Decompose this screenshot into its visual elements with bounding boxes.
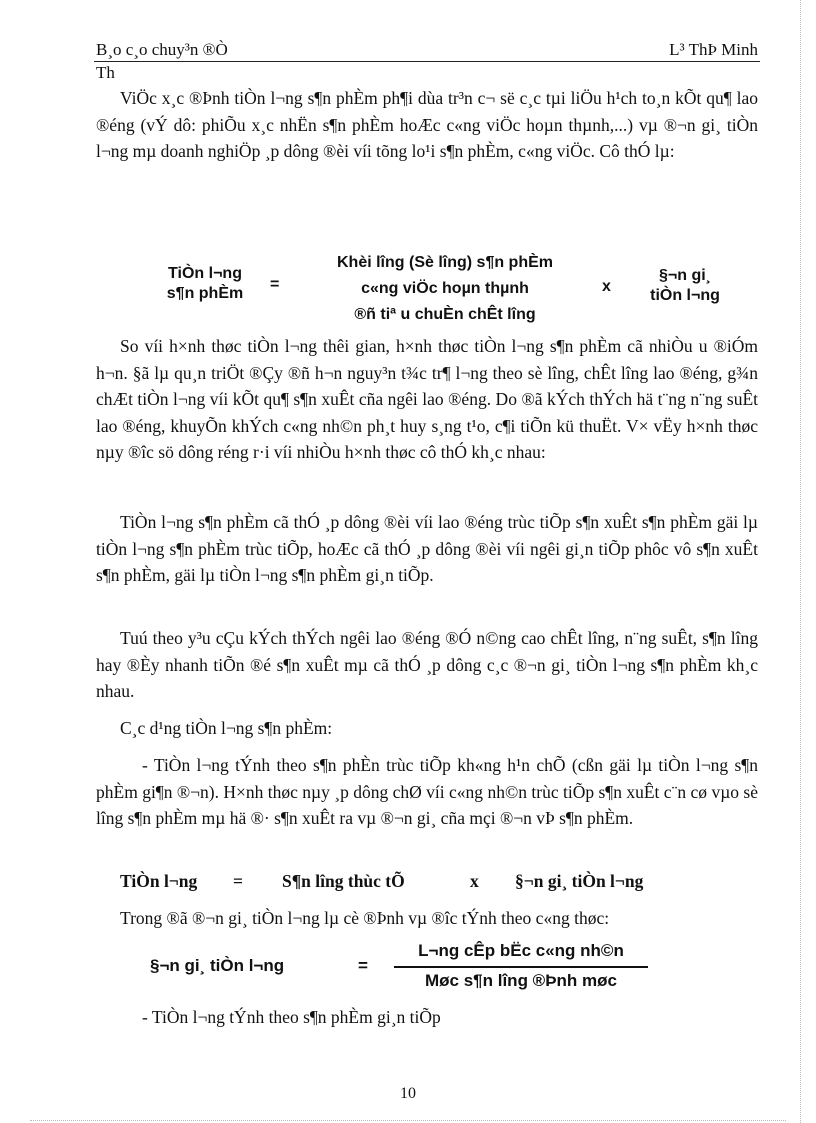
page-right-border: [800, 0, 801, 1123]
formula1-rhs: [630, 266, 740, 306]
formula2-c: §¬n gi¸ tiÒn l¬ng: [515, 871, 644, 891]
header-title-continued: Th: [96, 63, 115, 82]
formula1-rhs-line1: §¬n gi¸: [658, 267, 711, 284]
header-rule: [94, 61, 760, 62]
formula1-middle: [300, 250, 590, 328]
header-author: L³ ThÞ Minh: [669, 40, 758, 59]
header-title: B¸o c¸o chuy³n ®Ò: [96, 40, 228, 59]
page-number: 10: [400, 1085, 416, 1102]
paragraph-7: Trong ®ã ®¬n gi¸ tiÒn l¬ng lµ cè ®Þnh vµ ®îc tÝnh theo c«ng thøc:: [120, 908, 610, 928]
paragraph-5: C¸c d¹ng tiÒn l¬ng s¶n phÈm:: [120, 718, 333, 738]
formula1-middle-line3: ®ñ tiª u chuÈn chÊt lîng: [354, 306, 536, 323]
paragraph-4: Tuú theo y³u cÇu kÝch thÝch ngêi lao ®éng ®Ó n©ng cao chÊt lîng, n¨ng suÊt, s¶n lîng hay ®Èy nhanh tiÕn ®é s¶n xuÊt mµ cã thÓ ¸p dông c¸c ®¬n gi¸ tiÒn l¬ng s¶n phÈm kh¸c nhau.: [96, 628, 758, 701]
formula3-numerator: L¬ng cÊp bËc c«ng nh©n: [418, 941, 624, 960]
formula2-b: S¶n lîng thùc tÕ: [282, 871, 405, 891]
formula2-x: x: [470, 871, 479, 891]
formula1-equals: =: [270, 276, 280, 293]
formula2-eq: =: [233, 871, 243, 891]
formula3-eq: =: [358, 956, 368, 975]
paragraph-3: TiÒn l¬ng s¶n phÈm cã thÓ ¸p dông ®èi víi lao ®éng trùc tiÕp s¶n xuÊt s¶n phÈm gäi lµ tiÒn l¬ng s¶n phÈm trùc tiÕp, hoÆc cã thÓ ¸p dông ®èi víi ngêi gi¸n tiÕp phôc vô s¶n xuÊt s¶n phÈm, gäi lµ tiÒn l¬ng s¶n phÈm gi¸n tiÕp.: [96, 512, 758, 585]
formula1-lhs-line2: s¶n phÈm: [166, 285, 244, 302]
paragraph-6: - TiÒn l¬ng tÝnh theo s¶n phÈn trùc tiÕp kh«ng h¹n chÕ (cßn gäi lµ tiÒn l¬ng s¶n phÈm gi¶n ®¬n). H×nh thøc nµy ¸p dông chØ víi c«ng nh©n trùc tiÕp s¶n xuÊt c¨n cø vµo sè lîng s¶n phÈm mµ hä ®· s¶n xuÊt ra vµ ®¬n gi¸ cña mçi ®¬n vÞ s¶n phÈm.: [96, 755, 758, 828]
formula1-lhs: [150, 264, 260, 304]
formula3-lhs: §¬n gi¸ tiÒn l¬ng: [150, 956, 285, 975]
paragraph-2: So víi h×nh thøc tiÒn l¬ng thêi gian, h×nh thøc tiÒn l¬ng s¶n phÈm cã nhiÒu u ®iÓm h¬n. §ã lµ qu¸n triÖt ®Çy ®ñ h¬n nguy³n t¾c tr¶ l¬ng theo sè lîng, chÊt lîng lao ®éng, g¾n chÆt tiÒn l¬ng víi kÕt qu¶ s¶n xuÊt cña ngêi lao ®éng. Do ®ã kÝch thÝch hä t¨ng n¨ng suÊt lao ®éng, khuyÕn khÝch c«ng nh©n ph¸t huy s¸ng t¹o, c¶i tiÕn kü thuËt. V× vËy h×nh thøc nµy ®îc sö dông réng r·i víi nhiÒu h×nh thøc cô thÓ kh¸c nhau:: [96, 336, 758, 462]
formula1-times: x: [602, 278, 611, 295]
formula2-a: TiÒn l¬ng: [120, 871, 198, 891]
formula3-denominator: Møc s¶n lîng ®Þnh møc: [425, 971, 617, 990]
formula1-middle-line2: c«ng viÖc hoµn thµnh: [361, 280, 529, 297]
formula1-rhs-line2: tiÒn l¬ng: [650, 287, 720, 304]
formula3-fraction-bar: [394, 966, 648, 968]
formula1-lhs-line1: TiÒn l¬ng: [168, 265, 242, 282]
paragraph-1: ViÖc x¸c ®Þnh tiÒn l¬ng s¶n phÈm ph¶i dùa tr³n c¬ së c¸c tµi liÖu h¹ch to¸n kÕt qu¶ lao ®éng (vÝ dô: phiÕu x¸c nhËn s¶n phÈm hoÆc c«ng viÖc hoµn thµnh,...) vµ ®¬n gi¸ tiÒn l¬ng mµ doanh nghiÖp ¸p dông ®èi víi tõng lo¹i s¶n phÈm, c«ng viÖc. Cô thÓ lµ:: [96, 88, 758, 161]
page-bottom-border: [30, 1120, 786, 1121]
formula1-middle-line1: Khèi lîng (Sè lîng) s¶n phÈm: [336, 254, 553, 271]
paragraph-8: - TiÒn l¬ng tÝnh theo s¶n phÈm gi¸n tiÕp: [142, 1007, 441, 1027]
